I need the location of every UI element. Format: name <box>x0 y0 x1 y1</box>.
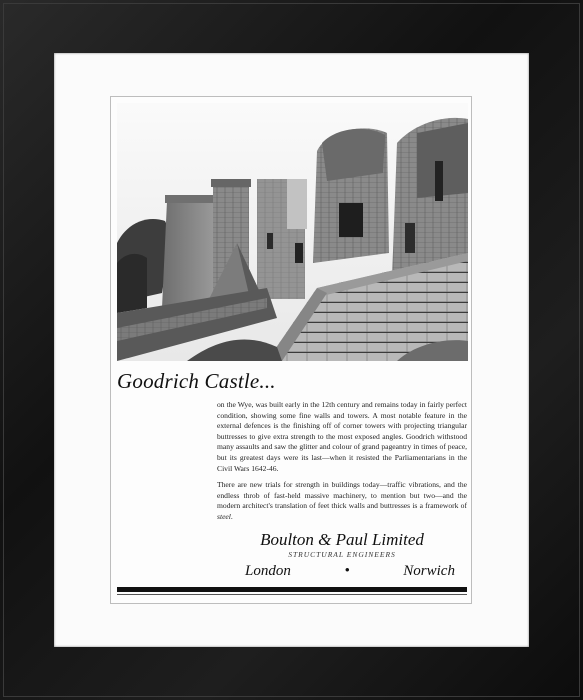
body-copy <box>217 400 467 529</box>
bottom-rule-thin <box>117 594 467 595</box>
locations <box>245 563 455 580</box>
company-name: Boulton & Paul Limited <box>260 530 424 549</box>
advert-print <box>110 96 472 604</box>
location-separator: • <box>344 563 350 579</box>
bottom-rule <box>117 587 467 592</box>
castle-photo <box>117 103 468 361</box>
location-norwich: Norwich <box>403 563 455 579</box>
paragraph-2-end: . <box>230 511 233 521</box>
headline: Goodrich Castle... <box>117 369 276 393</box>
company-subtitle: STRUCTURAL ENGINEERS <box>288 550 396 559</box>
location-london: London <box>245 563 291 579</box>
paragraph-2-emphasis: steel <box>217 511 231 521</box>
paragraph-2 <box>217 480 467 522</box>
paragraph-1: on the Wye, was built early in the 12th century and remains today in fairly perfect condition, showing some fine walls and towers. A most notable feature in the external defences is the finishing off of corner towers with projecting triangular buttresses to give extra strength to the most exposed angles. Goodrich withstood many assaults and saw the glitter and colour of grand pageantry in times of peace, but its greatest days were its last—when it resisted the Parliamentarians in the Civil Wars 1642-46. <box>217 400 467 473</box>
paragraph-2-text: There are new trials for strength in buildings today—traffic vibrations, and the endless throb of fast-held massive machinery, to mention but two—and the modern architect's translation of feet thick walls and buttresses is a framework of <box>217 480 467 511</box>
